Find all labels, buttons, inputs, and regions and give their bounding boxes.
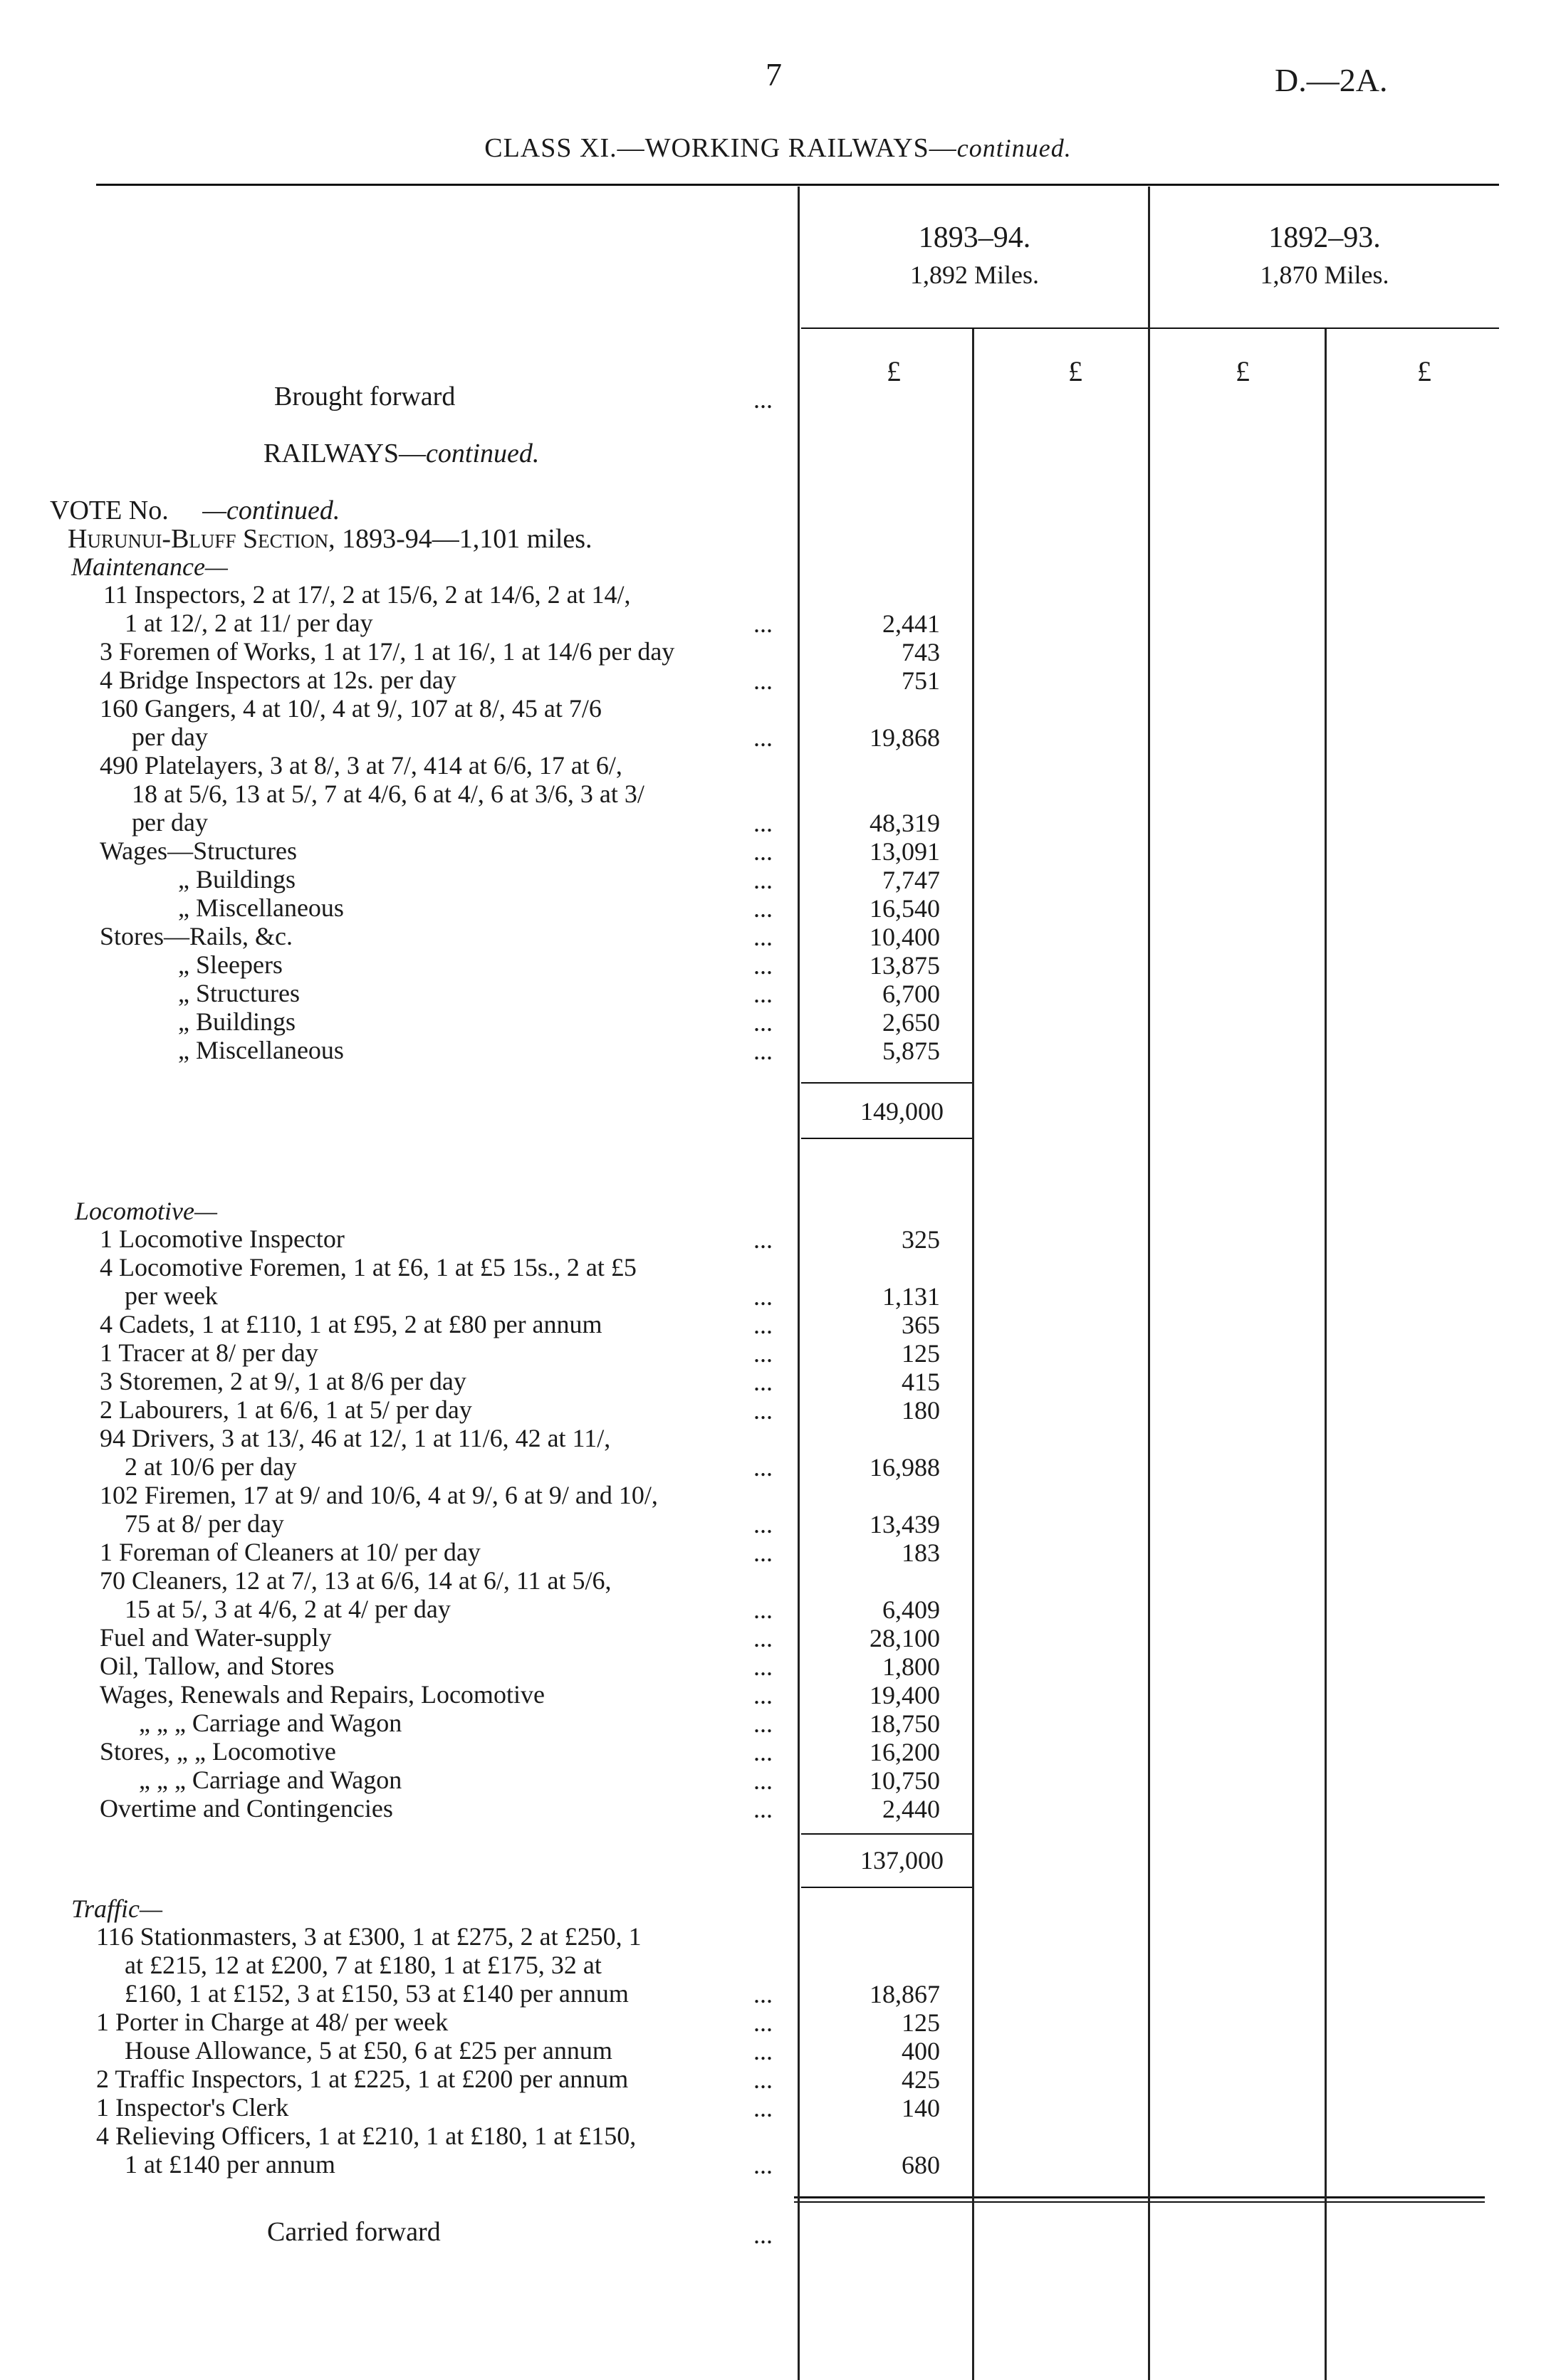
list-item: 2 Traffic Inspectors, 1 at £225, 1 at £200 per annum (96, 2065, 629, 2093)
dots: ... (753, 2221, 773, 2249)
dots: ... (753, 923, 773, 951)
amount: 13,875 (870, 951, 940, 980)
traffic-heading: Traffic— (71, 1894, 163, 1923)
list-item: 75 at 8/ per day (125, 1509, 284, 1538)
list-item: 3 Storemen, 2 at 9/, 1 at 8/6 per day (100, 1367, 466, 1395)
list-item: „ Structures (178, 979, 300, 1007)
amount: 1,131 (882, 1282, 940, 1311)
amount: 365 (902, 1311, 940, 1339)
dots: ... (753, 666, 773, 695)
dots: ... (753, 1453, 773, 1482)
section-details: 1893-94—1,101 miles. (342, 524, 592, 554)
list-item: Wages, Renewals and Repairs, Locomotive (100, 1680, 545, 1709)
amount: 400 (902, 2037, 940, 2065)
page-title (0, 132, 1556, 164)
amount: 125 (902, 2008, 940, 2037)
list-item: „ „ „ Carriage and Wagon (139, 1709, 402, 1737)
list-item: „ Buildings (178, 1007, 296, 1036)
dots: ... (753, 1368, 773, 1396)
carried-forward-label: Carried forward (267, 2217, 441, 2247)
list-item: per day (132, 723, 208, 751)
dots: ... (753, 2151, 773, 2179)
amount: 7,747 (882, 866, 940, 894)
dots: ... (753, 951, 773, 980)
list-item: Fuel and Water-supply (100, 1623, 332, 1652)
column-line-1 (798, 187, 800, 2380)
list-item: 4 Locomotive Foremen, 1 at £6, 1 at £5 15s., 2 at £5 (100, 1253, 637, 1281)
previous-year-header: 1892–93. (1268, 221, 1381, 254)
list-item: Oil, Tallow, and Stores (100, 1652, 335, 1680)
amount: 125 (902, 1339, 940, 1368)
locomotive-heading: Locomotive— (75, 1197, 217, 1225)
amount: 1,800 (882, 1652, 940, 1681)
dots: ... (753, 1681, 773, 1709)
list-item: 1 Tracer at 8/ per day (100, 1338, 318, 1367)
dots: ... (753, 1510, 773, 1538)
list-item: House Allowance, 5 at £50, 6 at £25 per annum (125, 2036, 612, 2065)
list-item: „ Sleepers (178, 950, 283, 979)
list-item: 4 Cadets, 1 at £110, 1 at £95, 2 at £80 per annum (100, 1310, 602, 1338)
dots: ... (753, 2008, 773, 2037)
list-item: 11 Inspectors, 2 at 17/, 2 at 15/6, 2 at 14/6, 2 at 14/, (103, 580, 631, 609)
column-line-4 (1325, 329, 1327, 2380)
current-year-header: 1893–94. (918, 221, 1031, 254)
railways-heading-text: RAILWAYS— (263, 439, 427, 468)
title-text: CLASS XI.—WORKING RAILWAYS— (484, 133, 957, 163)
amount: 16,988 (870, 1453, 940, 1482)
amount: 6,409 (882, 1595, 940, 1624)
locomotive-subtotal-rule (801, 1833, 972, 1835)
amount: 13,439 (870, 1510, 940, 1538)
bottom-double-rule-b (794, 2201, 1485, 2203)
currency-symbol: £ (1236, 355, 1250, 387)
brought-forward-label: Brought forward (274, 382, 456, 411)
vote-line (50, 495, 340, 526)
dots: ... (753, 1766, 773, 1795)
amount: 2,440 (882, 1795, 940, 1823)
list-item: 3 Foremen of Works, 1 at 17/, 1 at 16/, 1 at 14/6 per day (100, 637, 675, 666)
list-item: 15 at 5/, 3 at 4/6, 2 at 4/ per day (125, 1595, 451, 1623)
dots: ... (753, 723, 773, 752)
list-item: 4 Bridge Inspectors at 12s. per day (100, 666, 456, 694)
list-item: „ Miscellaneous (178, 1036, 344, 1064)
maintenance-total: 149,000 (860, 1097, 944, 1126)
amount: 6,700 (882, 980, 940, 1008)
top-rule (96, 184, 1499, 186)
header-bottom-rule-1 (801, 327, 1150, 329)
amount: 425 (902, 2065, 940, 2094)
dots: ... (753, 1311, 773, 1339)
amount: 415 (902, 1368, 940, 1396)
list-item: Wages—Structures (100, 837, 298, 865)
list-item: Stores, „ „ Locomotive (100, 1737, 336, 1766)
current-miles: 1,892 Miles. (909, 261, 1039, 289)
list-item: „ Miscellaneous (178, 893, 344, 922)
dots: ... (753, 1282, 773, 1311)
dots: ... (753, 1980, 773, 2008)
list-item: 116 Stationmasters, 3 at £300, 1 at £275, 2 at £250, 1 (96, 1922, 642, 1951)
dots: ... (753, 1624, 773, 1652)
list-item: 1 Porter in Charge at 48/ per week (96, 2008, 449, 2036)
dots: ... (753, 2037, 773, 2065)
list-item: 102 Firemen, 17 at 9/ and 10/6, 4 at 9/, 6 at 9/ and 10/, (100, 1481, 658, 1509)
list-item: 1 Foreman of Cleaners at 10/ per day (100, 1538, 481, 1566)
previous-miles: 1,870 Miles. (1260, 261, 1389, 289)
locomotive-total: 137,000 (860, 1846, 944, 1875)
dots: ... (753, 385, 773, 414)
amount: 10,400 (870, 923, 940, 951)
list-item: „ Buildings (178, 865, 296, 893)
page-number: 7 (766, 56, 782, 93)
list-item: £160, 1 at £152, 3 at £150, 53 at £140 per annum (125, 1979, 629, 2008)
dots: ... (753, 1008, 773, 1037)
section-title (68, 523, 592, 555)
vote-label: VOTE No. (50, 496, 169, 525)
amount: 140 (902, 2094, 940, 2122)
amount: 19,868 (870, 723, 940, 752)
amount: 2,650 (882, 1008, 940, 1037)
list-item: Overtime and Contingencies (100, 1794, 393, 1823)
amount: 180 (902, 1396, 940, 1425)
maintenance-total-rule (801, 1138, 972, 1139)
list-item: 94 Drivers, 3 at 13/, 46 at 12/, 1 at 11/6, 42 at 11/, (100, 1424, 611, 1452)
amount: 10,750 (870, 1766, 940, 1795)
dots: ... (753, 609, 773, 638)
list-item: 1 at £140 per annum (125, 2150, 335, 2179)
maintenance-heading: Maintenance— (71, 552, 228, 581)
list-item: „ „ „ Carriage and Wagon (139, 1766, 402, 1794)
dots: ... (753, 894, 773, 923)
dots: ... (753, 1709, 773, 1738)
vote-continued: —continued. (202, 496, 340, 525)
dots: ... (753, 866, 773, 894)
title-continued: continued. (956, 134, 1072, 162)
amount: 28,100 (870, 1624, 940, 1652)
amount: 743 (902, 638, 940, 666)
list-item: 4 Relieving Officers, 1 at £210, 1 at £180, 1 at £150, (96, 2122, 637, 2150)
dots: ... (753, 2094, 773, 2122)
dots: ... (753, 1738, 773, 1766)
amount: 18,750 (870, 1709, 940, 1738)
maintenance-subtotal-rule (801, 1082, 972, 1084)
list-item: 490 Platelayers, 3 at 8/, 3 at 7/, 414 at 6/6, 17 at 6/, (100, 751, 622, 780)
dots: ... (753, 1595, 773, 1624)
dots: ... (753, 1396, 773, 1425)
section-name: Hurunui-Bluff Section, (68, 524, 335, 554)
list-item: 18 at 5/6, 13 at 5/, 7 at 4/6, 6 at 4/, 6 at 3/6, 3 at 3/ (132, 780, 644, 808)
dots: ... (753, 980, 773, 1008)
list-item: 70 Cleaners, 12 at 7/, 13 at 6/6, 14 at 6/, 11 at 5/6, (100, 1566, 612, 1595)
dots: ... (753, 1339, 773, 1368)
dots: ... (753, 1037, 773, 1065)
list-item: per week (125, 1281, 218, 1310)
amount: 2,441 (882, 609, 940, 638)
bottom-double-rule-a (794, 2196, 1485, 2198)
currency-symbol: £ (1068, 355, 1082, 387)
amount: 16,540 (870, 894, 940, 923)
dots: ... (753, 1538, 773, 1567)
currency-symbol: £ (887, 355, 901, 387)
dots: ... (753, 2065, 773, 2094)
amount: 5,875 (882, 1037, 940, 1065)
column-line-3 (1148, 187, 1150, 2380)
dots: ... (753, 809, 773, 837)
currency-symbol: £ (1417, 355, 1431, 387)
dots: ... (753, 1225, 773, 1254)
amount: 16,200 (870, 1738, 940, 1766)
amount: 19,400 (870, 1681, 940, 1709)
document-reference: D.—2A. (1275, 62, 1388, 98)
list-item: 160 Gangers, 4 at 10/, 4 at 9/, 107 at 8/, 45 at 7/6 (100, 694, 602, 723)
list-item: 1 at 12/, 2 at 11/ per day (125, 609, 373, 637)
amount: 48,319 (870, 809, 940, 837)
railways-continued: continued. (426, 439, 540, 468)
amount: 680 (902, 2151, 940, 2179)
amount: 751 (902, 666, 940, 695)
list-item: per day (132, 808, 208, 837)
railways-heading (263, 438, 539, 469)
amount: 183 (902, 1538, 940, 1567)
list-item: 1 Inspector's Clerk (96, 2093, 289, 2122)
dots: ... (753, 837, 773, 866)
amount: 325 (902, 1225, 940, 1254)
locomotive-total-rule (801, 1887, 972, 1888)
list-item: 2 at 10/6 per day (125, 1452, 297, 1481)
amount: 18,867 (870, 1980, 940, 2008)
dots: ... (753, 1652, 773, 1681)
list-item: 2 Labourers, 1 at 6/6, 1 at 5/ per day (100, 1395, 472, 1424)
amount: 13,091 (870, 837, 940, 866)
list-item: 1 Locomotive Inspector (100, 1225, 345, 1253)
dots: ... (753, 1795, 773, 1823)
list-item: at £215, 12 at £200, 7 at £180, 1 at £175, 32 at (125, 1951, 602, 1979)
list-item: Stores—Rails, &c. (100, 922, 293, 950)
column-line-2 (972, 329, 974, 2380)
